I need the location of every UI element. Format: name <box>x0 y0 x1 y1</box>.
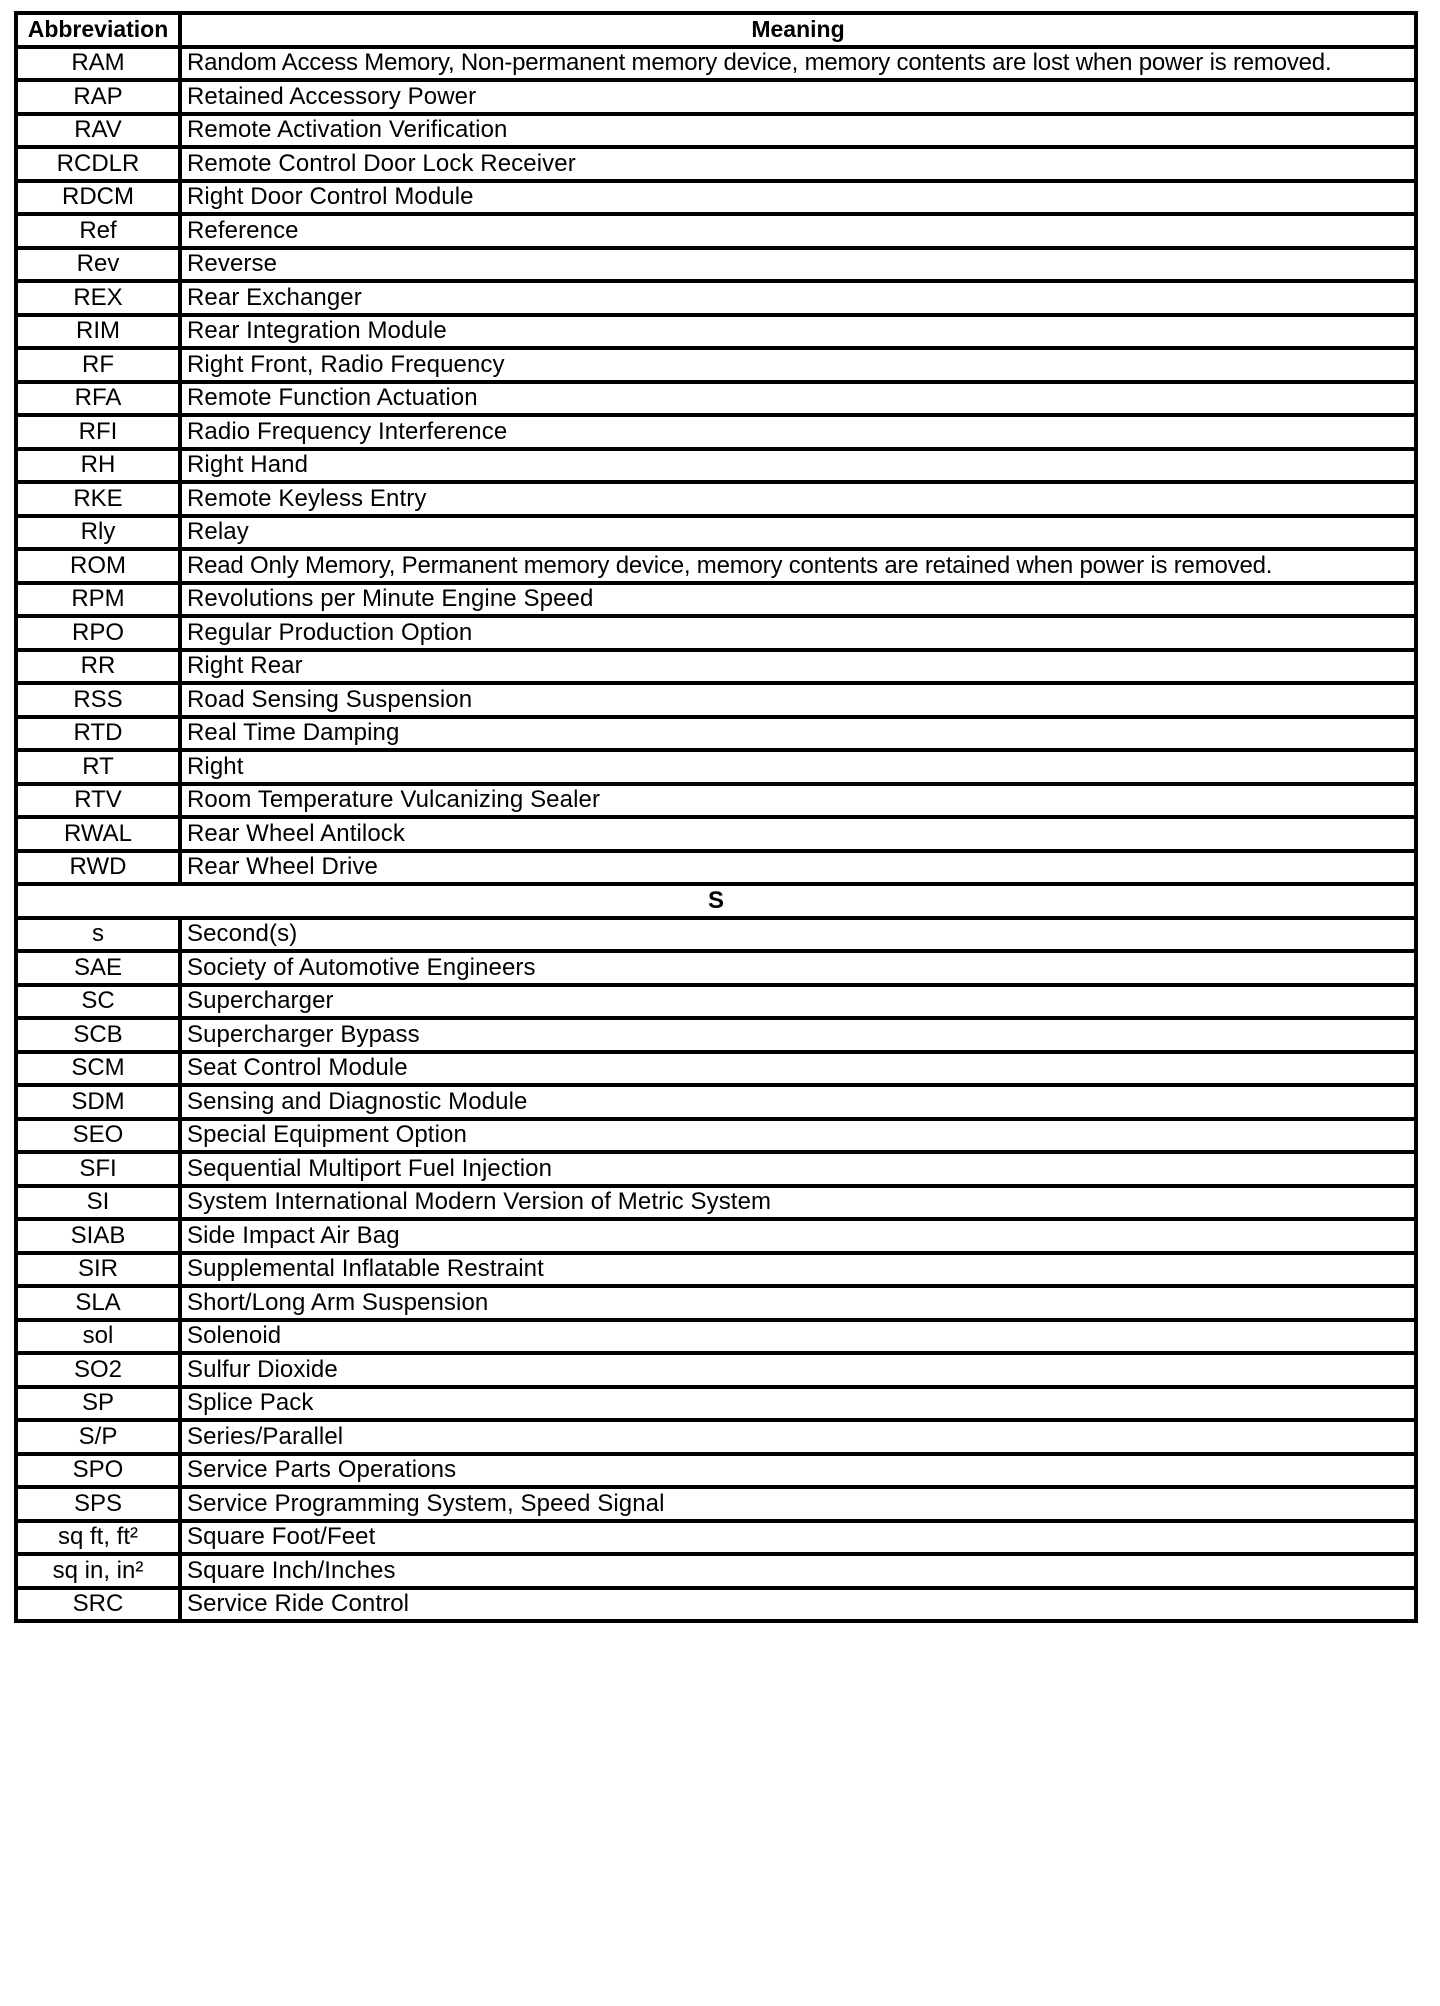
abbreviation-cell: RSS <box>16 683 180 717</box>
meaning-cell: Read Only Memory, Permanent memory device, memory contents are retained when power is removed. <box>180 549 1416 583</box>
table-row <box>16 1052 1416 1086</box>
abbreviation-cell: RR <box>16 650 180 684</box>
meaning-cell: Solenoid <box>180 1320 1416 1354</box>
abbreviation-cell: SCM <box>16 1052 180 1086</box>
meaning-cell: Remote Control Door Lock Receiver <box>180 147 1416 181</box>
meaning-cell: Reverse <box>180 248 1416 282</box>
abbreviation-cell: SIAB <box>16 1219 180 1253</box>
table-row <box>16 1186 1416 1220</box>
table-row <box>16 1320 1416 1354</box>
abbreviation-cell: SC <box>16 985 180 1019</box>
meaning-cell: Series/Parallel <box>180 1420 1416 1454</box>
table-row <box>16 1152 1416 1186</box>
table-row <box>16 248 1416 282</box>
meaning-cell: Splice Pack <box>180 1387 1416 1421</box>
table-row <box>16 750 1416 784</box>
abbreviation-cell: RPM <box>16 583 180 617</box>
meaning-cell: Rear Integration Module <box>180 315 1416 349</box>
table-row <box>16 281 1416 315</box>
meaning-cell: Radio Frequency Interference <box>180 415 1416 449</box>
table-row <box>16 851 1416 885</box>
table-row <box>16 449 1416 483</box>
abbreviation-cell: SFI <box>16 1152 180 1186</box>
section-header-s: S <box>16 884 1416 918</box>
table-row <box>16 348 1416 382</box>
abbreviation-cell: SI <box>16 1186 180 1220</box>
table-row <box>16 616 1416 650</box>
table-row <box>16 717 1416 751</box>
abbreviation-cell: RTD <box>16 717 180 751</box>
meaning-cell: Right Front, Radio Frequency <box>180 348 1416 382</box>
abbreviation-cell: RAP <box>16 80 180 114</box>
meaning-cell: Remote Function Actuation <box>180 382 1416 416</box>
table-row <box>16 47 1416 81</box>
table-row <box>16 549 1416 583</box>
table-row <box>16 1588 1416 1622</box>
table-row <box>16 951 1416 985</box>
meaning-cell: Right Rear <box>180 650 1416 684</box>
abbreviation-cell: RH <box>16 449 180 483</box>
abbreviation-cell: ROM <box>16 549 180 583</box>
table-row <box>16 1119 1416 1153</box>
abbreviation-cell: sol <box>16 1320 180 1354</box>
meaning-cell: Real Time Damping <box>180 717 1416 751</box>
abbreviation-cell: RDCM <box>16 181 180 215</box>
meaning-cell: Short/Long Arm Suspension <box>180 1286 1416 1320</box>
table-row <box>16 1253 1416 1287</box>
abbreviation-cell: Rly <box>16 516 180 550</box>
abbreviation-cell: SP <box>16 1387 180 1421</box>
abbreviation-cell: SPS <box>16 1487 180 1521</box>
table-row <box>16 1420 1416 1454</box>
abbreviation-cell: SRC <box>16 1588 180 1622</box>
meaning-cell: Second(s) <box>180 918 1416 952</box>
table-row <box>16 1487 1416 1521</box>
abbreviation-cell: SLA <box>16 1286 180 1320</box>
abbreviation-cell: SO2 <box>16 1353 180 1387</box>
meaning-cell: Sequential Multiport Fuel Injection <box>180 1152 1416 1186</box>
meaning-cell: Regular Production Option <box>180 616 1416 650</box>
meaning-cell: Random Access Memory, Non-permanent memory device, memory contents are lost when power is removed. <box>180 47 1416 81</box>
meaning-cell: Service Parts Operations <box>180 1454 1416 1488</box>
abbreviation-cell: RFA <box>16 382 180 416</box>
table-row <box>16 683 1416 717</box>
meaning-cell: Rear Exchanger <box>180 281 1416 315</box>
table-row <box>16 516 1416 550</box>
meaning-cell: Right Door Control Module <box>180 181 1416 215</box>
table-row <box>16 1387 1416 1421</box>
meaning-cell: Rear Wheel Drive <box>180 851 1416 885</box>
column-header-abbreviation: Abbreviation <box>16 13 180 47</box>
section-header-row <box>16 884 1416 918</box>
abbreviation-cell: RT <box>16 750 180 784</box>
abbreviation-table <box>14 11 1418 1623</box>
table-row <box>16 147 1416 181</box>
meaning-cell: Room Temperature Vulcanizing Sealer <box>180 784 1416 818</box>
meaning-cell: Supercharger <box>180 985 1416 1019</box>
abbreviation-cell: RAM <box>16 47 180 81</box>
table-header-row <box>16 13 1416 47</box>
table-row <box>16 214 1416 248</box>
abbreviation-cell: s <box>16 918 180 952</box>
table-row <box>16 1018 1416 1052</box>
meaning-cell: Right Hand <box>180 449 1416 483</box>
abbreviation-cell: RFI <box>16 415 180 449</box>
abbreviation-cell: RIM <box>16 315 180 349</box>
table-row <box>16 583 1416 617</box>
table-row <box>16 80 1416 114</box>
abbreviation-cell: Ref <box>16 214 180 248</box>
meaning-cell: Revolutions per Minute Engine Speed <box>180 583 1416 617</box>
meaning-cell: Road Sensing Suspension <box>180 683 1416 717</box>
table-row <box>16 181 1416 215</box>
column-header-meaning: Meaning <box>180 13 1416 47</box>
table-row <box>16 1353 1416 1387</box>
abbreviation-cell: RF <box>16 348 180 382</box>
abbreviation-cell: S/P <box>16 1420 180 1454</box>
abbreviation-cell: SCB <box>16 1018 180 1052</box>
meaning-cell: Square Inch/Inches <box>180 1554 1416 1588</box>
meaning-cell: Reference <box>180 214 1416 248</box>
meaning-cell: Sensing and Diagnostic Module <box>180 1085 1416 1119</box>
abbreviation-cell: Rev <box>16 248 180 282</box>
meaning-cell: Right <box>180 750 1416 784</box>
meaning-cell: Service Programming System, Speed Signal <box>180 1487 1416 1521</box>
table-row <box>16 1286 1416 1320</box>
meaning-cell: Square Foot/Feet <box>180 1521 1416 1555</box>
table-row <box>16 985 1416 1019</box>
abbreviation-cell: SAE <box>16 951 180 985</box>
abbreviation-cell: SIR <box>16 1253 180 1287</box>
abbreviation-cell: SEO <box>16 1119 180 1153</box>
abbreviation-cell: RKE <box>16 482 180 516</box>
meaning-cell: Service Ride Control <box>180 1588 1416 1622</box>
table-row <box>16 114 1416 148</box>
table-row <box>16 784 1416 818</box>
abbreviation-cell: sq in, in² <box>16 1554 180 1588</box>
abbreviation-cell: RPO <box>16 616 180 650</box>
meaning-cell: Special Equipment Option <box>180 1119 1416 1153</box>
abbreviation-cell: REX <box>16 281 180 315</box>
table-row <box>16 415 1416 449</box>
table-row <box>16 315 1416 349</box>
abbreviation-cell: SDM <box>16 1085 180 1119</box>
meaning-cell: Sulfur Dioxide <box>180 1353 1416 1387</box>
table-row <box>16 382 1416 416</box>
abbreviation-cell: sq ft, ft² <box>16 1521 180 1555</box>
table-row <box>16 817 1416 851</box>
meaning-cell: Supplemental Inflatable Restraint <box>180 1253 1416 1287</box>
table-row <box>16 1454 1416 1488</box>
meaning-cell: Supercharger Bypass <box>180 1018 1416 1052</box>
table-row <box>16 918 1416 952</box>
abbreviation-cell: RWD <box>16 851 180 885</box>
abbreviation-cell: RAV <box>16 114 180 148</box>
table-row <box>16 482 1416 516</box>
abbreviation-cell: RCDLR <box>16 147 180 181</box>
meaning-cell: Retained Accessory Power <box>180 80 1416 114</box>
meaning-cell: Side Impact Air Bag <box>180 1219 1416 1253</box>
meaning-cell: Remote Keyless Entry <box>180 482 1416 516</box>
meaning-cell: Relay <box>180 516 1416 550</box>
abbreviation-cell: SPO <box>16 1454 180 1488</box>
table-row <box>16 1219 1416 1253</box>
abbreviation-cell: RWAL <box>16 817 180 851</box>
meaning-cell: System International Modern Version of Metric System <box>180 1186 1416 1220</box>
table-row <box>16 1085 1416 1119</box>
meaning-cell: Seat Control Module <box>180 1052 1416 1086</box>
meaning-cell: Rear Wheel Antilock <box>180 817 1416 851</box>
table-row <box>16 650 1416 684</box>
abbreviation-cell: RTV <box>16 784 180 818</box>
table-row <box>16 1554 1416 1588</box>
meaning-cell: Remote Activation Verification <box>180 114 1416 148</box>
meaning-cell: Society of Automotive Engineers <box>180 951 1416 985</box>
table-row <box>16 1521 1416 1555</box>
